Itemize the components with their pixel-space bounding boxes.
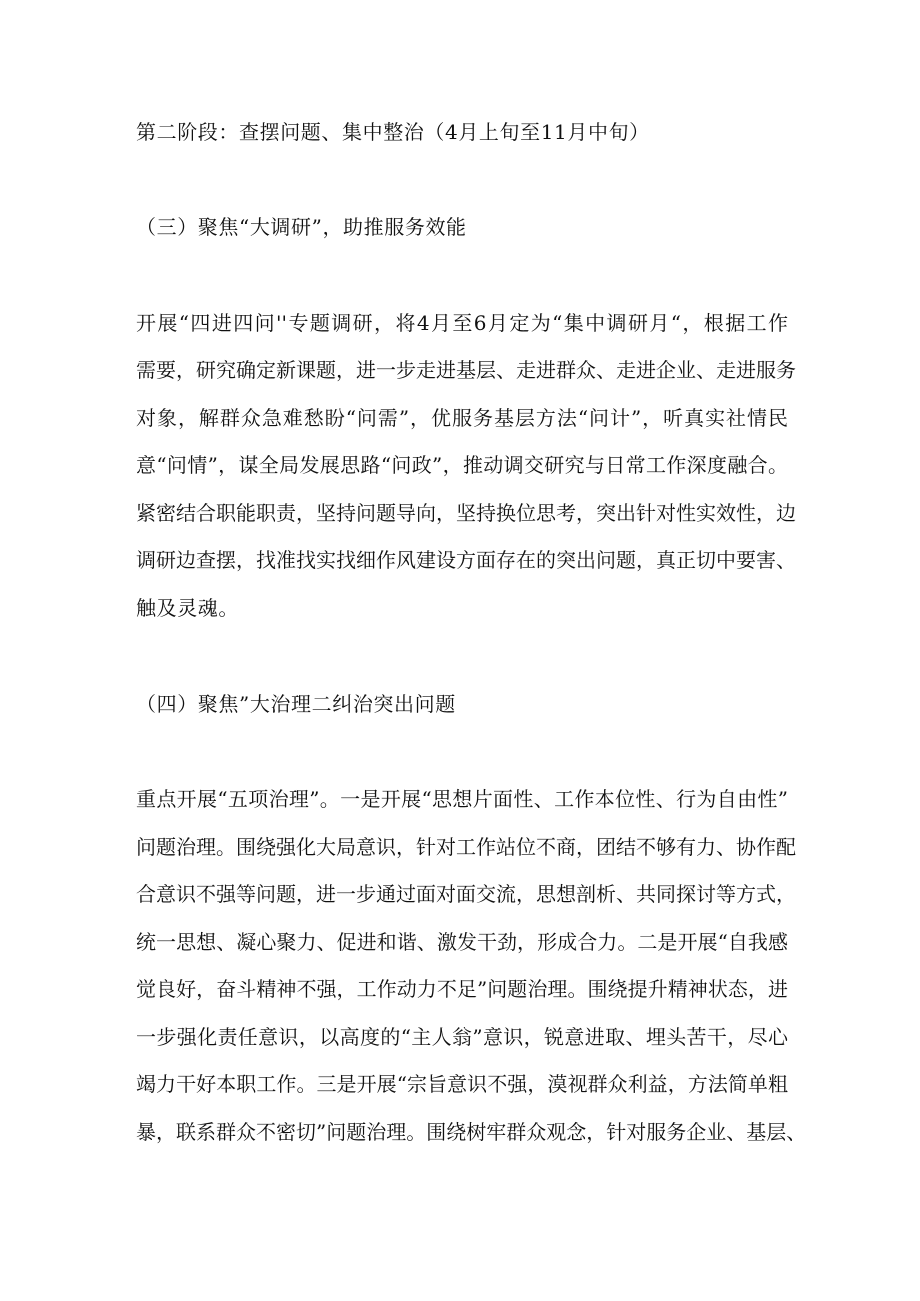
paragraph-line: 统一思想、凝心聚力、促进和谐、激发干劲，形成合力。二是开展“自我感 — [136, 930, 788, 954]
paragraph-line: 暴，联系群众不密切”问题治理。围绕树牢群众观念，针对服务企业、基层、 — [136, 1120, 807, 1144]
paragraph-line: 开展“四进四问''专题调研，将4月至6月定为“集中调研月“，根据工作 — [136, 311, 788, 335]
paragraph-line: 需要，研究确定新课题，进一步走进基层、走进群众、走进企业、走进服务 — [136, 358, 796, 382]
paragraph-line: 紧密结合职能职责，坚持问题导向，坚持换位思考，突出针对性实效性，边 — [136, 501, 796, 525]
paragraph-line: 意“问情”，谋全局发展思路“问政”，推动调交研究与日常工作深度融合。 — [136, 453, 788, 477]
paragraph-line: 对象，解群众急难愁盼“问需”，优服务基层方法“问计”，听真实社情民 — [136, 406, 788, 430]
paragraph-line: 触及灵魂。 — [136, 596, 239, 620]
paragraph-line: 一步强化责任意识，以高度的“主人翁”意识，锐意进取、埋头苦干，尽心 — [136, 1025, 788, 1049]
paragraph-line: 问题治理。围绕强化大局意识，针对工作站位不商，团结不够有力、协作配 — [136, 835, 796, 859]
stage-heading: 第二阶段：查摆问题、集中整治（4月上旬至11月中旬） — [136, 120, 650, 144]
paragraph-line: 调研边查摆，找准找实找细作风建设方面存在的突出问题，真正切中要害、 — [136, 548, 796, 572]
paragraph-line: 合意识不强等问题，进一步通过面对面交流，思想剖析、共同探讨等方式， — [136, 882, 796, 906]
paragraph-line: 重点开展“五项治理”。一是开展“思想片面性、工作本位性、行为自由性” — [136, 787, 788, 811]
paragraph-line: 竭力干好本职工作。三是开展“宗旨意识不强，漠视群众利益，方法简单粗 — [136, 1072, 788, 1096]
section-4-heading: （四）聚焦”大治理二纠治突出问题 — [136, 692, 456, 716]
section-3-heading: （三）聚焦“大调研”，助推服务效能 — [136, 215, 467, 239]
paragraph-line: 觉良好，奋斗精神不强，工作动力不足”问题治理。围绕提升精神状态，进 — [136, 977, 788, 1001]
